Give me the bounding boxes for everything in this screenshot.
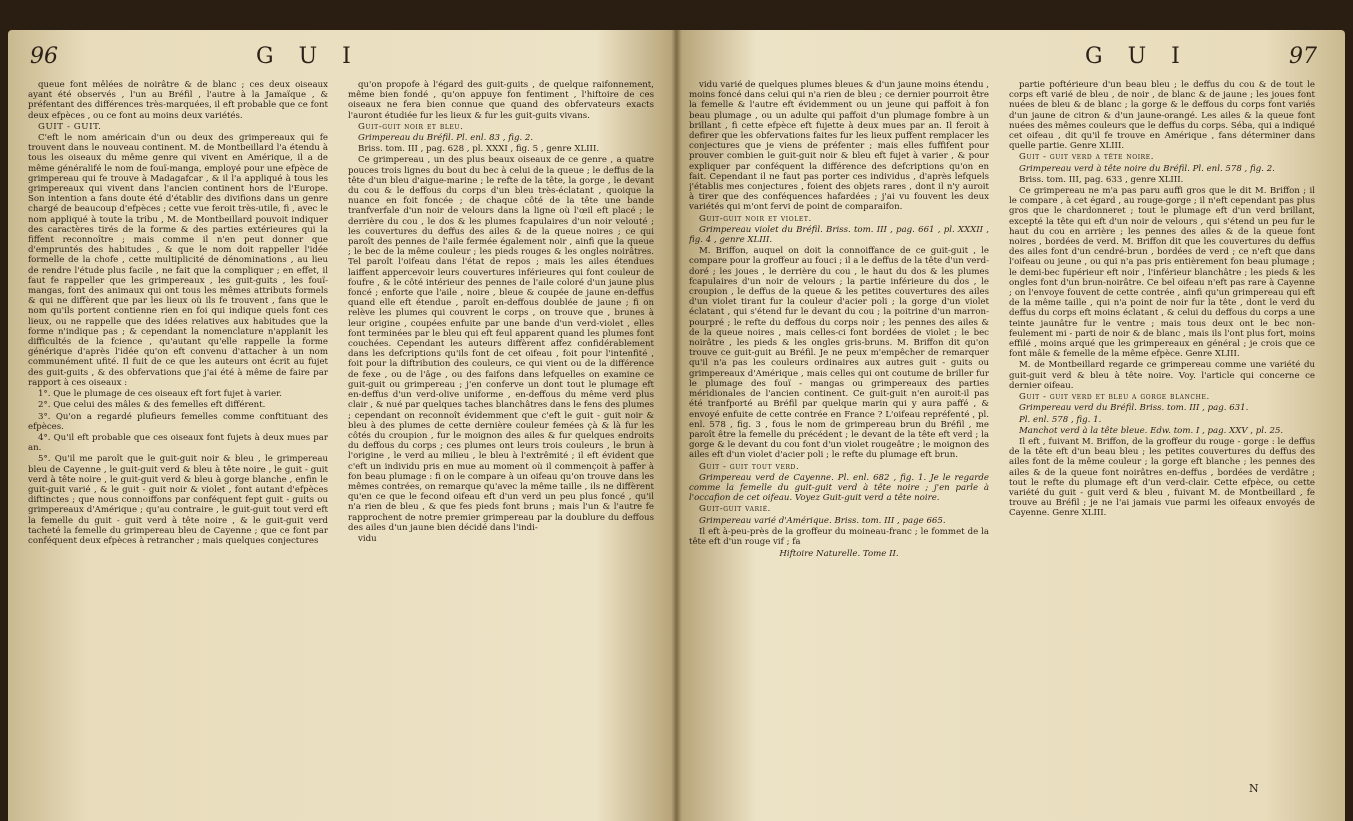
running-head: G U I <box>1085 44 1189 69</box>
paragraph: Pl. enl. 578 , fig. 1. <box>1019 414 1102 425</box>
paragraph: GUIT - GUIT. <box>38 121 102 132</box>
running-head: G U I <box>256 44 360 69</box>
paragraph: Guit - guit tout verd. <box>699 461 800 472</box>
paragraph: Ce grimpereau , un des plus beaux oiseaux de ce genre , a quatre pouces trois lignes du bout du bec à celui de la queue ; le deffus de la tête d'un bleu d'aigue-marine ; le refte de la tête, la gorge , le devant du cou & le deffous du corps d'un bleu très-éclatant , quoique la nuance en foit foncée ; de chaque côté de la tête une bande tranfverfale d'un noir de velours dans la ligne où l'œil eft placé ; le derrière du cou , le dos & les plumes fcapulaires d'un noir velouté ; les couvertures du deffus des ailes & de la queue noires ; ce qui paroît des pennes de l'aile fermée également noir , ainfi que la queue ; le bec de la même couleur ; les pieds rouges & les ongles noirâtres. Tel paroît l'oifeau dans l'état de repos ; mais les ailes étendues laiffent appercevoir leurs couvertures inférieures qui font couleur de foufre , & le côté intérieur des pennes de l'aile coloré d'un jaune plus foncé ; enforte que l'aile , noire , bleue & coupée de jaune en-deffus quand elle eft étendue , paroît en-deffous doublée de jaune ; fi on relève les plumes qui couvrent le corps , on trouve que , brunes à leur origine , coupées enfuite par une bande d'un verd-violet , elles font terminées par le bleu qui eft feul apparent quand les plumes font couchées. Cependant les auteurs diffèrent affez confidérablement dans les defcriptions qu'ils font de cet oifeau , foit pour l'intenfité , foit pour la diftribution des couleurs, ce qui vient ou de la différence de fexe , ou de l'âge , ou des faifons dans lefquelles on examine ce guit-guit ou grimpereau ; j'en conferve un dont tout le plumage eft en-deffus d'un verd-olive uniforme , en-deffous du même verd plus clair , & nué par quelques taches blanchâtres dans le fens des plumes ; cependant on reconnoît évidemment que c'eft le guit - guit noir & bleu à des plumes de cette dernière couleur femées çà & là fur les côtés du croupion , fur le moignon des ailes & fur quelques endroits du deffous du corps ; ces plumes ont leurs trois couleurs , le brun à l'origine , le verd au milieu , le bleu à l'extrêmité ; il eft évident que c'eft un individu pris en mue au moment où il commençoit à paffer à fon beau plumage : fi on le compare à un oifeau qu'on trouve dans les mêmes contrées, on remarque qu'avec la même taille , ils ne diffèrent qu'en ce que le fecond oifeau eft d'un verd un peu plus foncé , qu'il n'a rien de bleu , & que fes pieds font bruns ; mais l'un & l'autre fe rapprochent de notre premier grimpereau par la doublure du deffous des ailes d'un jaune bien décidé dans l'indi- <box>348 155 654 533</box>
book-spread <box>8 30 1345 821</box>
right-header <box>677 44 1345 78</box>
paragraph: Guit-guit varié. <box>699 504 772 515</box>
paragraph: Briss. tom. III, pag. 633 , genre XLIII. <box>1019 174 1184 185</box>
paragraph: Manchot verd à la tête bleue. Edw. tom. I , pag. XXV , pl. 25. <box>1019 425 1284 436</box>
paragraph: Grimpereau du Bréfil. Pl. enl. 83 , fig. 2. <box>358 133 534 144</box>
paragraph: 5°. Qu'il me paroît que le guit-guit noir & bleu , le grimpereau bleu de Cayenne , le guit-guit verd & bleu à tête noire , le guit - guit verd à tête noire , le guit-guit verd & bleu à gorge blanche , enfin le guit-guit varié , & le guit - guit noir & violet , font autant d'efpèces diftinctes ; que nous connoiffons par conféquent fept guit - guits ou grimpereaux d'Amérique ; qu'au contraire , le guit-guit tout verd eft la femelle du guit - guit verd à tête noire , & le guit-guit verd tacheté la femelle du grimpereau bleu de Cayenne ; que ce font par conféquent deux efpèces à retrancher ; mais quelques conjectures <box>28 454 328 546</box>
paragraph: 3°. Qu'on a regardé plufieurs femelles comme conftituant des efpèces. <box>28 411 328 432</box>
page-number: 97 <box>1289 44 1317 69</box>
paragraph: vidu <box>358 533 377 544</box>
paragraph: Grimpereau verd de Cayenne. Pl. enl. 682 , fig. 1. Je le regarde comme la femelle du guit-guit verd à tête noire ; j'en parle à l'occafion de cet oifeau. Voyez Guit-guit verd a tête noire. <box>689 472 989 504</box>
right-column-2 <box>1009 80 1315 798</box>
paragraph: Grimpereau violet du Bréfil. Briss. tom. III , pag. 661 , pl. XXXII , fig. 4 , genre XLIII. <box>689 224 989 246</box>
left-column-2 <box>348 80 654 798</box>
paragraph: queue font mêlées de noirâtre & de blanc ; ces deux oiseaux ayant été observés , l'un au Bréfil , l'autre à la Jamaïque , & préfentant des différences très-marquées, il eft probable que ce font deux efpèces , ou ce font au moins deux variétés. <box>28 80 328 121</box>
left-column-1 <box>28 80 328 798</box>
paragraph: Il eft à-peu-près de la groffeur du moineau-franc ; le fommet de la tête eft d'un rouge vif ; fa <box>689 526 989 547</box>
paragraph: qu'on propofe à l'égard des guit-guits , de quelque raifonnement, même bien fondé , qu'on appuye fon fentiment , l'hiftoire de ces oiseaux ne fera bien connue que quand des obfervateurs exacts l'auront étudiée fur les lieux & fur les guit-guits vivans. <box>348 80 654 121</box>
left-page <box>8 30 676 821</box>
paragraph: Grimpereau verd à tête noire du Bréfil. Pl. enl. 578 , fig. 2. <box>1019 163 1275 174</box>
right-column-1 <box>689 80 989 798</box>
paragraph: vidu varié de quelques plumes bleues & d'un jaune moins étendu , moins foncé dans celui qui n'a rien de bleu ; ce dernier pourroit être la femelle & l'autre eft évidemment ou un jeune qui paffoit à fon beau plumage , ou un adulte qui paffoit d'un plumage fombre à un brillant , fi cette efpèce eft fujette à deux mues par an. Il feroit à defirer que les obfervations faites fur les lieux puffent remplacer les conjectures que je viens de préfenter ; mais elles fuffifent pour prouver combien le guit-guit noir & bleu eft fujet à varier , & pour expliquer par conféquent la différence des defcriptions qu'on en fait. Cependant il ne faut pas porter ces individus , d'après lefquels j'établis mes conjectures , foient des objets rares , dont il n'y auroit à tirer que des conféquences hafardées ; j'ai vu fouvent les deux variétés qui m'ont fervi de point de comparaifon. <box>689 80 989 213</box>
paragraph: Grimpereau varié d'Amérique. Briss. tom. III , page 665. <box>699 515 946 526</box>
paragraph: 2°. Que celui des mâles & des femelles eft différent. <box>38 400 266 411</box>
paragraph: 4°. Qu'il eft probable que ces oiseaux font fujets à deux mues par an. <box>28 432 328 454</box>
paragraph: M. Briffon, auquel on doit la connoiffance de ce guit-guit , le compare pour la groffeur au fouci ; il a le deffus de la tête d'un verd-doré ; les joues , le derrière du cou , le haut du dos & les plumes fcapulaires d'un noir de velours ; la partie inférieure du dos , le croupion , le deffus de la queue & les petites couvertures des ailes d'un violet tirant fur la couleur d'acier poli ; la gorge d'un violet éclatant , qui s'étend fur le devant du cou ; la poitrine d'un marron-pourpré ; le refte du deffous du corps noir ; les pennes des ailes & de la queue noires , mais celles-ci font bordées de violet ; le bec noirâtre , les pieds & les ongles gris-bruns. M. Briffon dit qu'on trouve ce guit-guit au Bréfil. Je ne peux m'empêcher de remarquer qu'il n'a pas les couleurs ordinaires aux autres guit - guits ou grimpereaux d'Amérique , mais celles qui ont coutume de briller fur le plumage des fouï - mangas ou grimpereaux des parties méridionales de l'ancien continent. Ce guit-guit n'en auroit-il pas été tranfporté au Bréfil par quelque marin qui y aura paffé , & envoyé enfuite de cette contrée en France ? L'oifeau repréfenté , pl. enl. 578 , fig. 3 , fous le nom de grimpereau brun du Bréfil , me paroît être la femelle du précédent ; le devant de la tête eft verd ; la gorge & le devant du cou font d'un violet rougeâtre ; le moignon des ailes eft d'un violet d'acier poli ; le refte du plumage eft brun. <box>689 246 989 461</box>
signature-mark: N <box>1249 782 1259 795</box>
page-number: 96 <box>30 44 58 69</box>
paragraph: Guit-guit noir et bleu. <box>358 121 464 132</box>
paragraph: Ce grimpereau ne m'a pas paru auffi gros que le dit M. Briffon ; il le compare , à cet égard , au rouge-gorge ; il n'eft cependant pas plus gros que le chardonneret ; tout le plumage eft d'un verd brillant, excepté la tête qui eft d'un noir de velours , qui s'étend un peu fur le haut du cou en arrière ; les pennes des ailes & de la queue font noires , bordées de verd. M. Briffon dit que les couvertures du deffus des ailes font d'un cendré-brun , bordées de verd ; ce n'eft que dans l'oifeau ou jeune , ou qui n'a pas pris entièrement fon beau plumage ; le demi-bec fupérieur eft noir , l'inférieur blanchâtre ; les pieds & les ongles font d'un brun-noirâtre. Ce bel oifeau n'eft pas rare à Cayenne ; on l'envoye fouvent de cette contrée , ainfi qu'un grimpereau qui eft de la même taille , qui n'a point de noir fur la tête , dont le verd du deffus du corps eft moins éclatant , & celui du deffous du corps a une teinte jaunâtre fur le ventre ; mais tous deux ont le bec non-feulement mi - parti de noir & de blanc , mais ils l'ont plus fort, moins effilé , moins arqué que les grimpereaux en général ; je crois que ce font mâle & femelle de la même efpèce. Genre XLIII. <box>1009 186 1315 360</box>
left-header <box>8 44 676 78</box>
paragraph: Hiftoire Naturelle. Tome II. <box>779 549 899 560</box>
paragraph: Guit - guit verd et bleu a gorge blanche. <box>1019 392 1210 403</box>
right-page <box>677 30 1345 821</box>
paragraph: 1°. Que le plumage de ces oiseaux eft fort fujet à varier. <box>38 389 283 400</box>
paragraph: Guit - guit verd a tête noire. <box>1019 152 1155 163</box>
paragraph: Guit-guit noir et violet. <box>699 213 812 224</box>
paragraph: Briss. tom. III , pag. 628 , pl. XXXI , fig. 5 , genre XLIII. <box>358 144 600 155</box>
paragraph: partie poftérieure d'un beau bleu ; le deffus du cou & de tout le corps eft varié de bleu , de noir , de blanc & de jaune ; les joues font nuées de bleu & de blanc ; la gorge & le deffous du corps font variés d'un jaune de citron & d'un jaune-orangé. Les ailes & la queue font nuées des mêmes couleurs que le deffus du corps. Séba, qui a indiqué cet oifeau , dit qu'il fe trouve en Amérique , fans déterminer dans quelle partie. Genre XLIII. <box>1009 80 1315 152</box>
paragraph: Il eft , fuivant M. Briffon, de la groffeur du rouge - gorge : le deffus de la tête eft d'un beau bleu ; les petites couvertures du deffus des ailes font de la même couleur ; la gorge eft blanche ; les pennes des ailes & de la queue font noirâtres en-deffus , bordées de verdâtre ; tout le refte du plumage eft d'un verd-clair. Cette efpèce, ou cette variété du guit - guit verd & bleu , fuivant M. de Montbeillard , fe trouve au Bréfil ; je ne l'ai jamais vue parmi les oifeaux envoyés de Cayenne. Genre XLIII. <box>1009 436 1315 519</box>
paragraph: M. de Montbeillard regarde ce grimpereau comme une variété du guit-guit verd & bleu à tête noire. Voy. l'article qui concerne ce dernier oifeau. <box>1009 360 1315 391</box>
paragraph: C'eft le nom américain d'un ou deux des grimpereaux qui fe trouvent dans le nouveau continent. M. de Montbeillard l'a étendu à tous les oiseaux du même genre qui vivent en Amérique, il a de même généralifé le nom de fouï-manga, employé pour une efpèce de grimpereau qui fe trouve à Madagafcar , & il l'a appliqué à tous les grimpereaux qui vivent dans l'ancien continent hors de l'Europe. Son intention a fans doute été d'établir des divifions dans un genre chargé de beaucoup d'efpèces ; cette vue feroit très-utile, fi , avec le nom appliqué à toute la tribu , M. de Montbeillard pouvoit indiquer des caractères tirés de la forme & des parties extérieures qui la fiffent reconnoître ; mais comme il n'en peut donner que d'empruntés des habitudes , & que le nom doit rappeller l'idée formelle de la chofe , cette multiplicité de dénominations , au lieu de rendre l'étude plus facile , ne fait que la compliquer ; en effet, il faut fe rappeller que les grimpereaux , les guit-guits , les fouï-mangas, font des animaux qui ont tous les mêmes attributs formels & qui ne diffèrent que par les lieux où ils fe trouvent , fans que le nom qu'ils portent contienne rien en foi qui indique quels font ces lieux, ou ne rappelle que des idées relatives aux habitudes que la forme n'indique pas ; & cependant la nomenclature n'applanit les difficultés de la fcience , qu'autant qu'elle rappelle la forme générique d'après l'idée qu'on eft convenu d'attacher à un nom communément ufité. Il fuit de ce que les auteurs ont écrit au fujet des guit-guits , & des obfervations que j'ai été à même de faire par rapport à ces oiseaux : <box>28 133 328 388</box>
paragraph: Grimpereau verd du Bréfil. Briss. tom. III , pag. 631. <box>1019 403 1249 414</box>
